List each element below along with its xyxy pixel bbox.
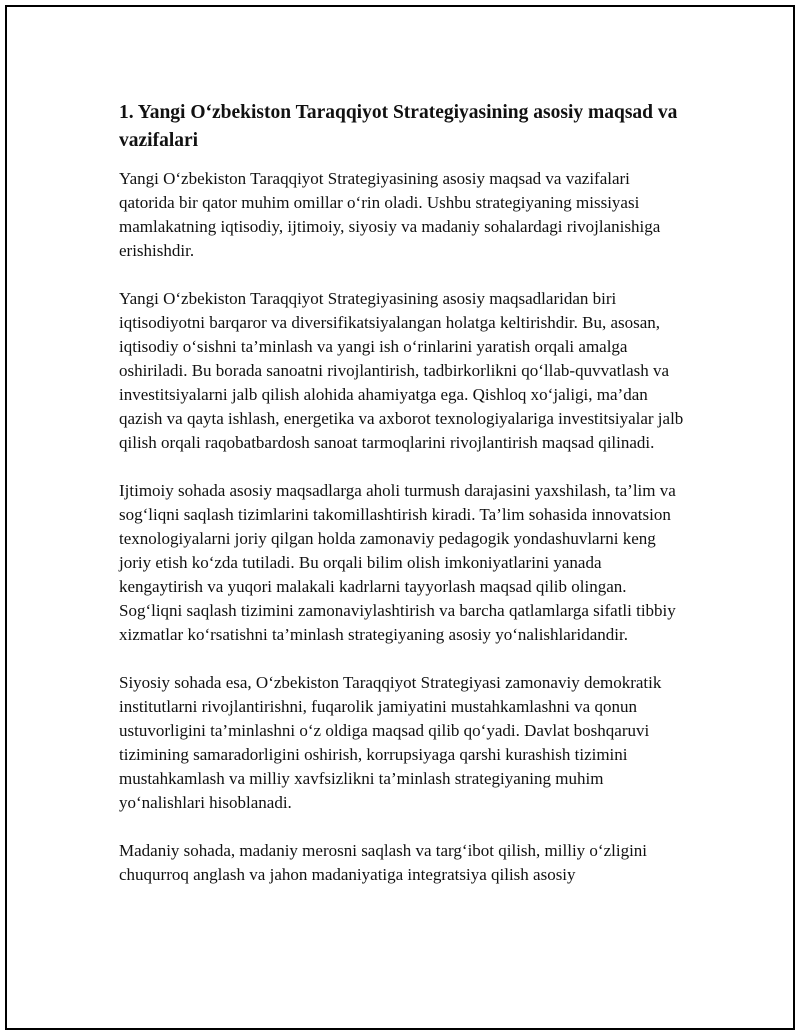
paragraph-economy: Yangi O‘zbekiston Taraqqiyot Strategiyasining asosiy maqsadlaridan biri iqtisodiyotni barqaror va diversifikatsiyalangan holatga keltirishdir. Bu, asosan, iqtisodiy o‘sishni ta’minlash va yangi ish o‘rinlarini yaratish orqali amalga oshiriladi. Bu borada sanoatni rivojlantirish, tadbirkorlikni qo‘llab-quvvatlash va investitsiyalarni jalb qilish alohida ahamiyatga ega. Qishloq xo‘jaligi, ma’dan qazish va qayta ishlash, energetika va axborot texnologiyalariga investitsiyalar jalb qilish orqali raqobatbardosh sanoat tarmoqlarini rivojlantirish maqsad qilinadi. [119, 289, 684, 452]
paragraph-cultural: Madaniy sohada, madaniy merosni saqlash va targ‘ibot qilish, milliy o‘zligini chuqurroq anglash va jahon madaniyatiga integratsiya qilish asosiy [119, 841, 648, 884]
document-body [119, 99, 689, 911]
section-heading: 1. Yangi O‘zbekiston Taraqqiyot Strategiyasining asosiy maqsad va vazifalari [119, 102, 678, 151]
page-frame [5, 5, 795, 1030]
paragraph-intro: Yangi O‘zbekiston Taraqqiyot Strategiyasining asosiy maqsad va vazifalari qatorida bir qator muhim omillar o‘rin oladi. Ushbu strategiyaning missiyasi mamlakatning iqtisodiy, ijtimoiy, siyosiy va madaniy sohalardagi rivojlanishiga erishishdir. [119, 169, 661, 260]
paragraph-social: Ijtimoiy sohada asosiy maqsadlarga aholi turmush darajasini yaxshilash, ta’lim va sog‘liqni saqlash tizimlarini takomillashtirish kiradi. Ta’lim sohasida innovatsion texnologiyalarni joriy qilgan holda zamonaviy pedagogik yondashuvlarni keng joriy etish ko‘zda tutiladi. Bu orqali bilim olish imkoniyatlarini yanada kengaytirish va yuqori malakali kadrlarni tayyorlash maqsad qilib olingan. Sog‘liqni saqlash tizimini zamonaviylashtirish va barcha qatlamlarga sifatli tibbiy xizmatlar ko‘rsatishni ta’minlash strategiyaning asosiy yo‘nalishlaridandir. [119, 481, 676, 644]
paragraph-political: Siyosiy sohada esa, O‘zbekiston Taraqqiyot Strategiyasi zamonaviy demokratik institutlarni rivojlantirishni, fuqarolik jamiyatini mustahkamlashni va qonun ustuvorligini ta’minlashni o‘z oldiga maqsad qilib qo‘yadi. Davlat boshqaruvi tizimining samaradorligini oshirish, korrupsiyaga qarshi kurashish tizimini mustahkamlash va milliy xavfsizlikni ta’minlash strategiyaning muhim yo‘nalishlari hisoblanadi. [119, 673, 662, 812]
